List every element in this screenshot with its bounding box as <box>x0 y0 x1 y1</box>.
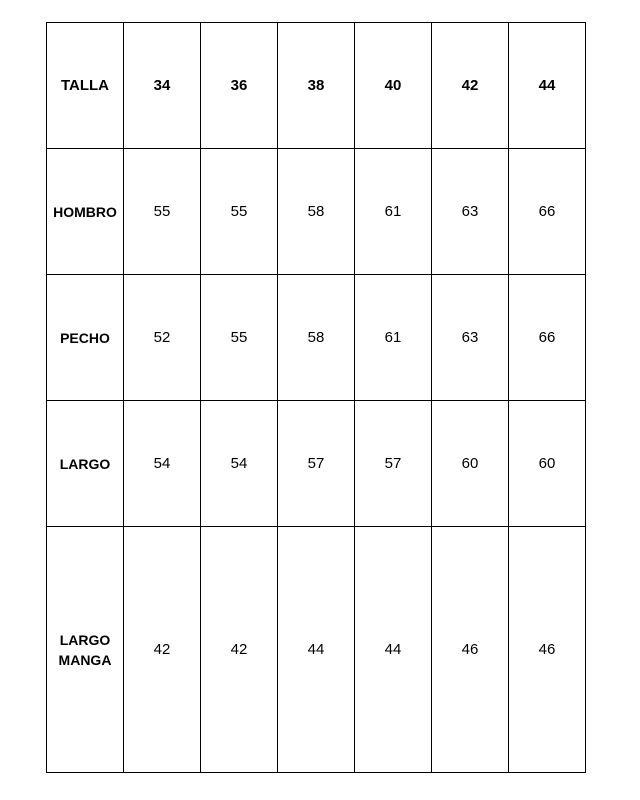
value-cell: 44 <box>278 527 355 773</box>
value-cell: 46 <box>432 527 509 773</box>
row-label-cell: HOMBRO <box>47 149 124 275</box>
value-cell: 55 <box>124 149 201 275</box>
table-row <box>47 275 586 401</box>
value-cell: 63 <box>432 275 509 401</box>
size-header-cell: 38 <box>278 23 355 149</box>
row-label-cell: LARGO <box>47 401 124 527</box>
value-cell: 52 <box>124 275 201 401</box>
value-cell: 44 <box>355 527 432 773</box>
size-chart-table <box>46 22 586 773</box>
value-cell: 58 <box>278 275 355 401</box>
value-cell: 61 <box>355 149 432 275</box>
value-cell: 57 <box>278 401 355 527</box>
value-cell: 42 <box>201 527 278 773</box>
value-cell: 63 <box>432 149 509 275</box>
header-row <box>47 23 586 149</box>
size-header-cell: 42 <box>432 23 509 149</box>
table-row <box>47 149 586 275</box>
size-header-cell: 40 <box>355 23 432 149</box>
value-cell: 46 <box>509 527 586 773</box>
row-label-cell: LARGO MANGA <box>47 527 124 773</box>
value-cell: 60 <box>509 401 586 527</box>
value-cell: 57 <box>355 401 432 527</box>
value-cell: 58 <box>278 149 355 275</box>
value-cell: 66 <box>509 149 586 275</box>
value-cell: 55 <box>201 149 278 275</box>
size-header-cell: 36 <box>201 23 278 149</box>
row-label-cell: PECHO <box>47 275 124 401</box>
value-cell: 60 <box>432 401 509 527</box>
value-cell: 54 <box>201 401 278 527</box>
value-cell: 42 <box>124 527 201 773</box>
value-cell: 61 <box>355 275 432 401</box>
table-row <box>47 527 586 773</box>
table-row <box>47 401 586 527</box>
value-cell: 54 <box>124 401 201 527</box>
size-header-cell: 44 <box>509 23 586 149</box>
header-label-cell: TALLA <box>47 23 124 149</box>
size-header-cell: 34 <box>124 23 201 149</box>
value-cell: 55 <box>201 275 278 401</box>
value-cell: 66 <box>509 275 586 401</box>
